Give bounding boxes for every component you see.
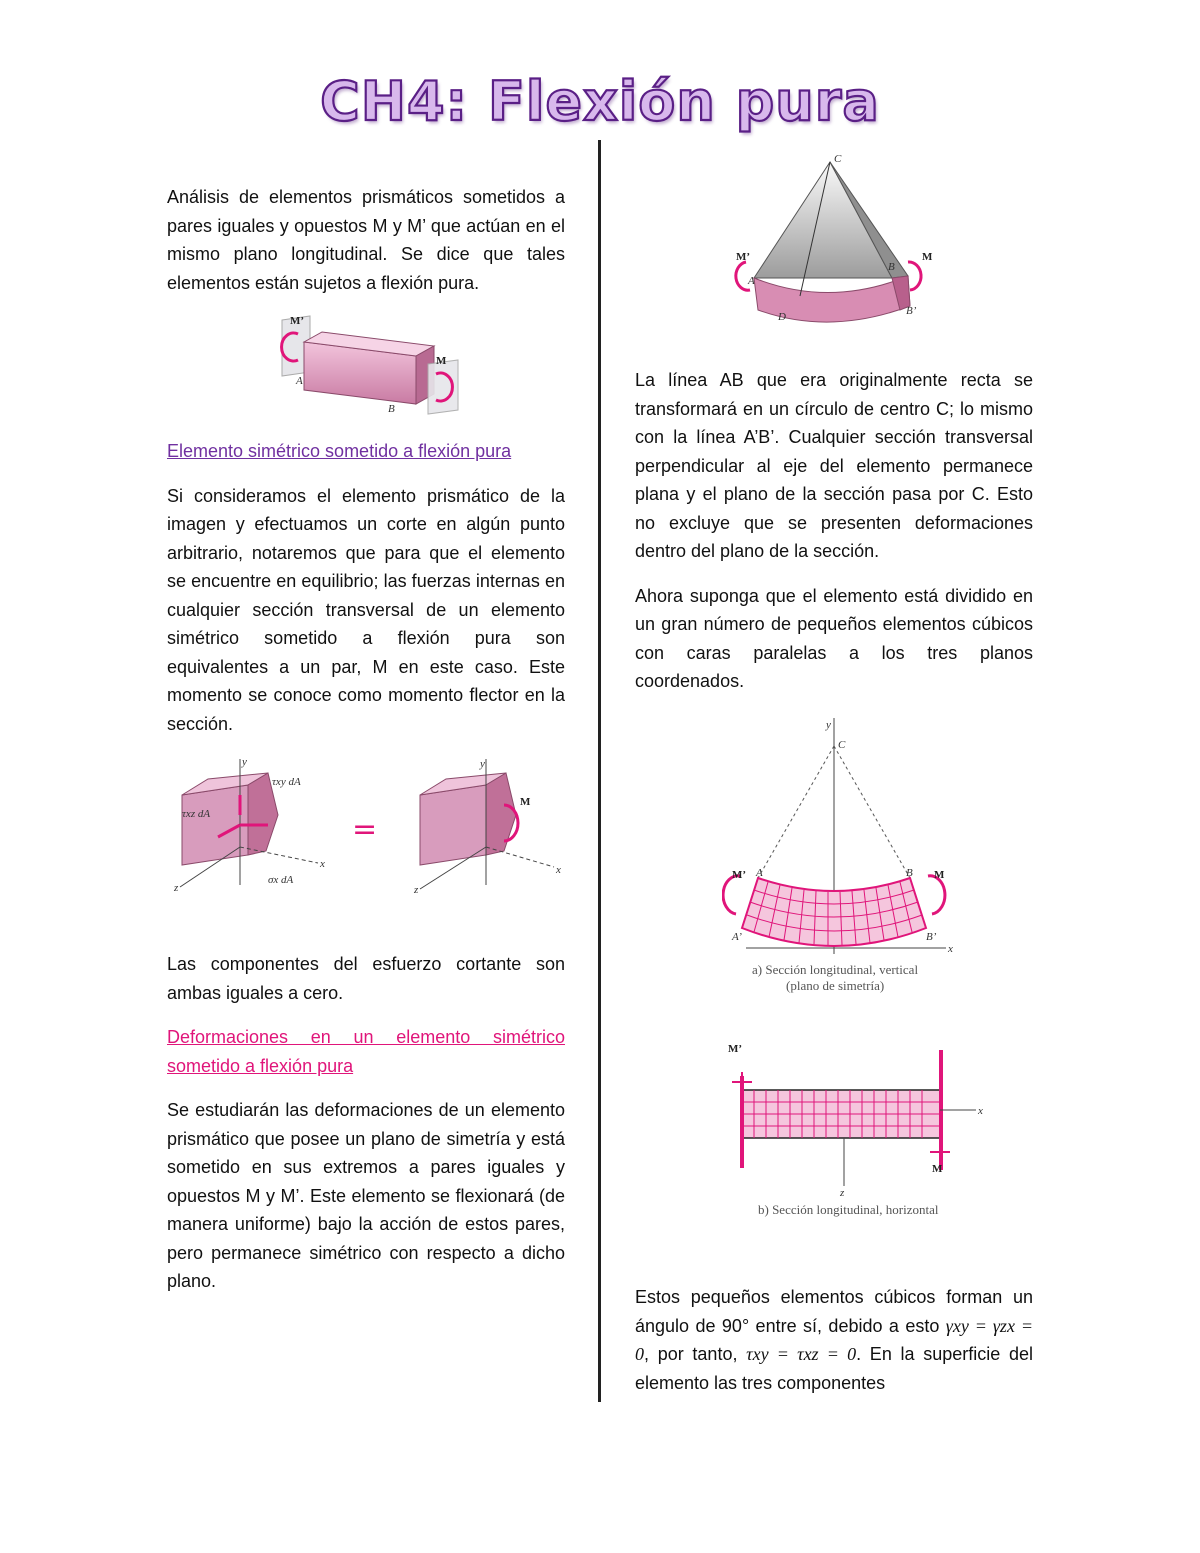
label-a: A: [296, 375, 303, 387]
figure-vertical-section: [722, 718, 962, 998]
label-tau-xz: τxz dA: [182, 808, 211, 820]
heading-symmetric-element: Elemento simétrico sometido a flexión pura: [167, 441, 512, 461]
label-z: z: [840, 1187, 845, 1199]
label-m: M: [922, 251, 933, 263]
label-tau-xy: τxy dA: [272, 776, 301, 788]
intro-paragraph: Análisis de elementos prismáticos sometidos a pares iguales y opuestos M y M’ que actúan en el mismo plano longitudinal. Se dice que tales elementos están sujetos a flexión pura.: [167, 187, 565, 293]
page-title: CH4: Flexión pura: [320, 70, 880, 133]
equals-sign: =: [352, 812, 378, 847]
label-m-prime: M’: [732, 869, 747, 881]
label-m-prime: M’: [736, 251, 751, 263]
label-c: C: [834, 153, 842, 165]
label-m: M: [520, 796, 531, 808]
column-divider: [598, 140, 601, 1402]
label-a-prime: A’: [732, 931, 742, 943]
equilibrium-paragraph: Si consideramos el elemento prismático de la imagen y efectuamos un corte en algún punto arbitrario, notaremos que para que el elemento se encuentre en equilibrio; las fuerzas internas en cualquier sección transversal de un elemento simétrico sometido a flexión pura son equivalentes a un par, M en este caso. Este momento se conoce como momento flector en la sección.: [167, 485, 565, 734]
label-m-prime: M’: [290, 315, 305, 327]
figure-horizontal-section: [718, 1036, 988, 1220]
line-ab-paragraph: La línea AB que era originalmente recta se transformará en un círculo de centro C; lo mismo con la línea A’B’. Cualquier sección transversal perpendicular al eje del elemento permanece plana y el plano de la sección pasa por C. Esto no excluye que se presenten deformaciones dentro del plano de la sección.: [635, 370, 1033, 561]
label-z-right: z: [414, 884, 419, 896]
moment-arrow-right: [908, 262, 921, 290]
label-x-left: x: [320, 858, 325, 870]
shear-paragraph: Las componentes del esfuerzo cortante son ambas iguales a cero.: [167, 954, 565, 1003]
cut-element-left: [173, 756, 325, 894]
cubic-elements-paragraph: Ahora suponga que el elemento está dividido en un gran número de pequeños elementos cúbicos con caras paralelas a los tres planos coordenados.: [635, 585, 1033, 691]
right-column-top: [635, 366, 1033, 712]
radius-left: [758, 746, 834, 878]
label-y: y: [826, 719, 831, 731]
caption-vertical-1: a) Sección longitudinal, vertical: [752, 962, 919, 977]
moment-arrow-right: [930, 1148, 950, 1160]
label-c: C: [838, 739, 846, 751]
label-a: A: [756, 867, 763, 879]
x-axis-right: [486, 847, 554, 867]
fan-left: [754, 162, 892, 278]
label-b: B: [388, 403, 395, 415]
label-b-prime: B’: [906, 305, 917, 317]
label-x: x: [978, 1105, 983, 1117]
label-z-left: z: [174, 882, 179, 894]
figure-bent-element: [732, 150, 952, 340]
label-x-right: x: [556, 864, 561, 876]
label-d: D: [778, 311, 786, 323]
label-y-right: y: [480, 758, 485, 770]
tau-equation: τxy = τxz = 0: [746, 1344, 857, 1364]
deformations-paragraph: Se estudiarán las deformaciones de un elemento prismático que posee un plano de simetría y está sometido en sus extremos a pares iguales y opuestos M y M’. Este elemento se flexionará (de manera uniforme) bajo la acción de estos pares, pero permanece simétrico con respecto a dicho plano.: [167, 1100, 565, 1291]
caption-horizontal: b) Sección longitudinal, horizontal: [758, 1202, 939, 1217]
caption-vertical-2: (plano de simetría): [786, 978, 885, 993]
right-column-bottom: [635, 1283, 1033, 1413]
label-a: A: [748, 275, 755, 287]
label-m-prime: M’: [728, 1043, 743, 1055]
label-b: B: [906, 867, 913, 879]
label-sigma: σx dA: [268, 874, 294, 886]
moment-arrow-left: [723, 876, 740, 914]
label-m: M: [436, 355, 447, 367]
figure-prismatic-bar: [276, 312, 466, 418]
angle-paragraph: Estos pequeños elementos cúbicos forman un ángulo de 90° entre sí, debido a esto γxy = γzx = 0, por tanto, τxy = τxz = 0. En la superficie del elemento las tres componentes: [635, 1287, 1033, 1393]
label-y-left: y: [242, 756, 247, 768]
label-b-prime: B’: [926, 931, 937, 943]
label-m: M: [932, 1163, 943, 1175]
moment-arrow-right: [928, 876, 945, 914]
cut-element-right: [413, 758, 561, 896]
heading-deformations: Deformaciones en un elemento simétrico sometido a flexión pura: [167, 1027, 565, 1076]
label-m: M: [934, 869, 945, 881]
radius-right: [834, 746, 910, 878]
label-b: B: [888, 261, 895, 273]
figure-internal-forces: [168, 755, 568, 915]
label-x: x: [948, 943, 953, 955]
moment-arrow-left: [732, 1072, 752, 1092]
gamma-equation: γxy = γzx = 0: [635, 1315, 1033, 1364]
